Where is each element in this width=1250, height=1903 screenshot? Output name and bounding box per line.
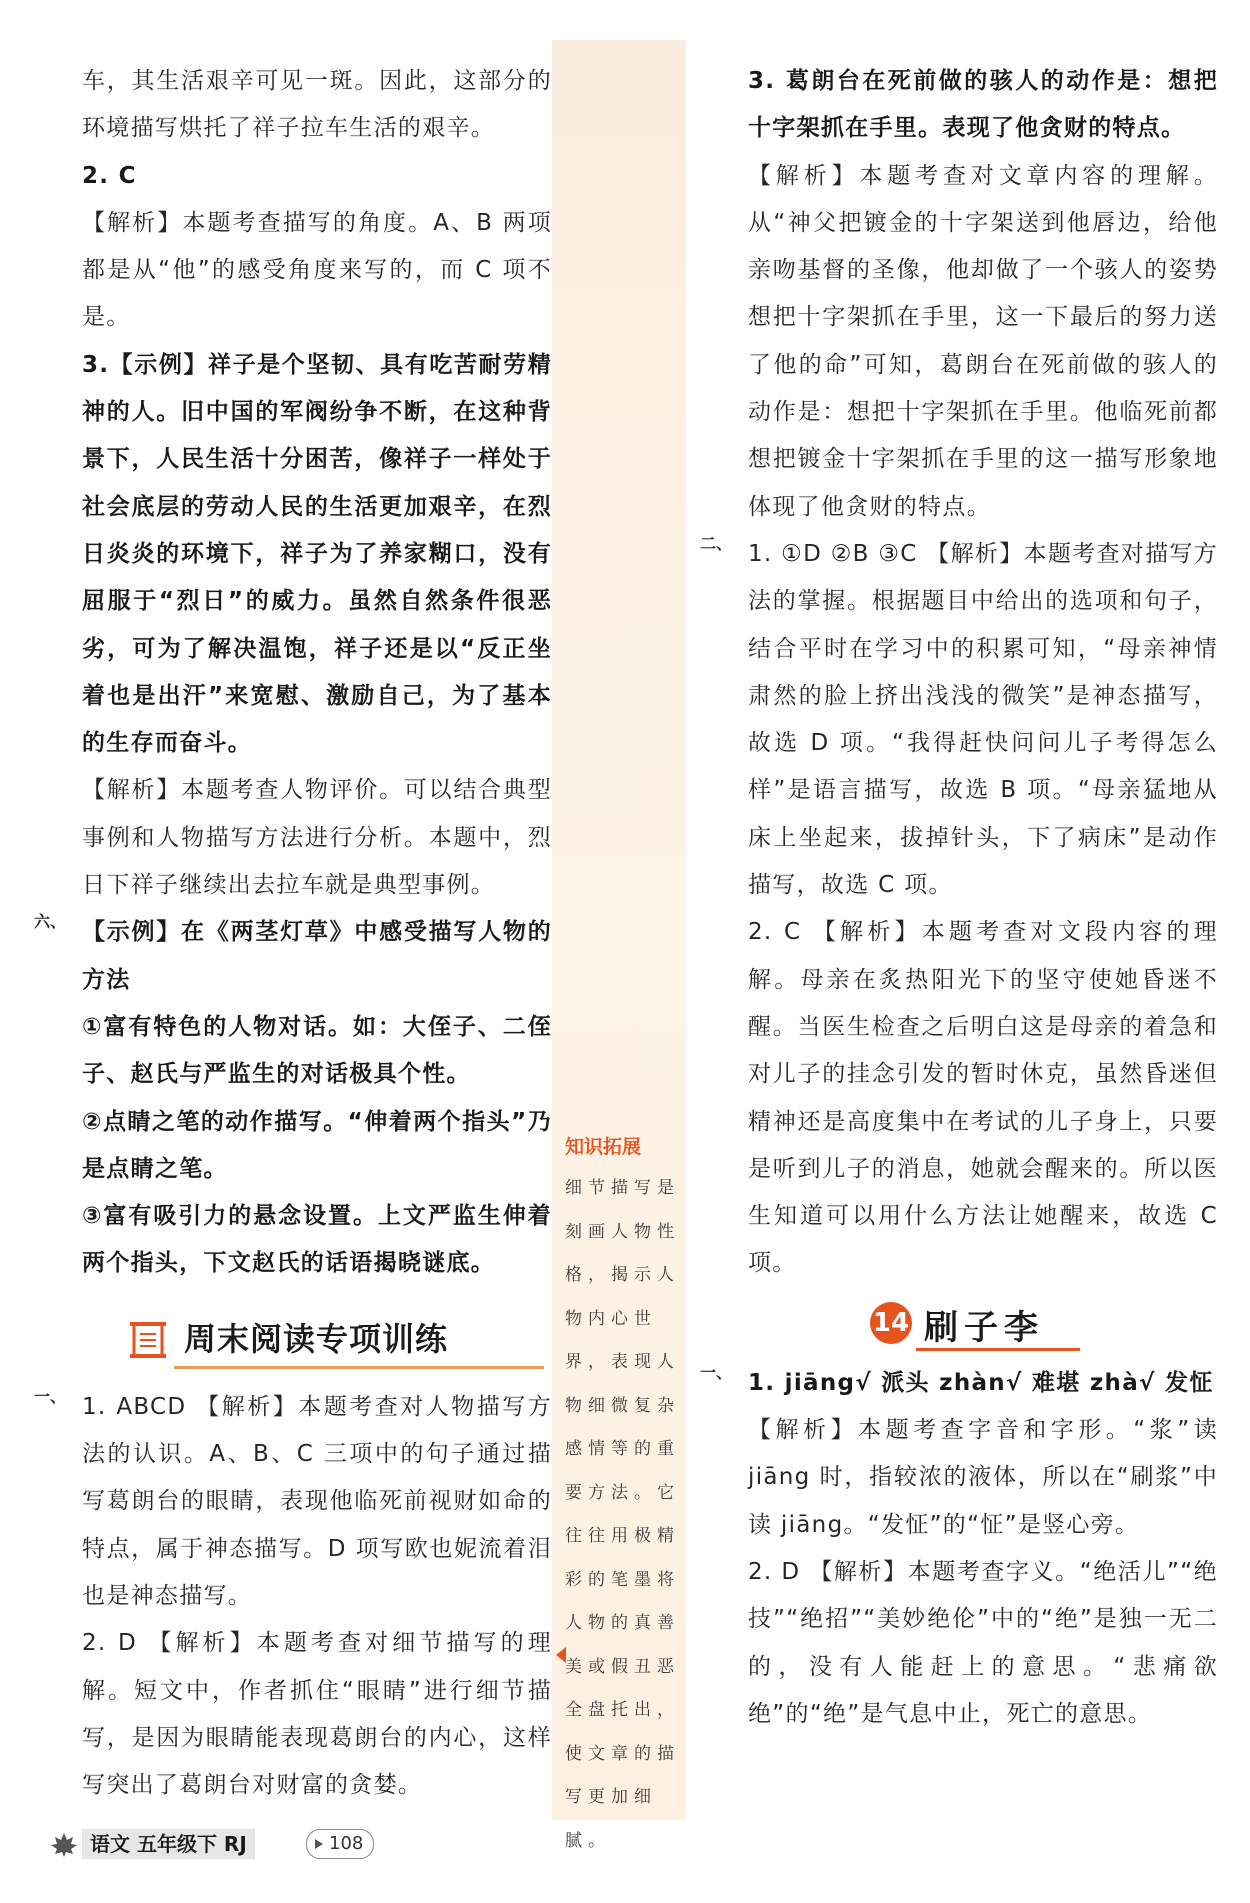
lesson-title: 刷子李: [924, 1307, 1044, 1348]
paragraph: 车，其生活艰辛可见一斑。因此，这部分的环境描写烘托了祥子拉车生活的艰辛。: [82, 68, 552, 142]
book-label: 语文 五年级下 RJ: [82, 1829, 255, 1859]
question-1: [34, 1384, 552, 1620]
answer-6-point-2: ②点睛之笔的动作描写。“伸着两个指头”乃是点睛之笔。: [82, 1108, 552, 1182]
answer-6-point-3: ③富有吸引力的悬念设置。上文严监生伸着两个指头，下文赵氏的话语揭晓谜底。: [82, 1203, 552, 1277]
answer-3: 3.【示例】祥子是个坚韧、具有吃苦耐劳精神的人。旧中国的军阀纷争不断，在这种背景下，人民生活十分困苦，像祥子一样处于社会底层的劳动人民的生活更加艰辛，在烈日炎炎的环境下，祥子为了养家糊口，没有屈服于“烈日”的威力。虽然自然条件很恶劣，可为了解决温饱，祥子还是以“反正坐着也是出汗”来宽慰、激励自己，为了基本的生存而奋斗。: [82, 351, 552, 757]
section-heading: [82, 1308, 552, 1378]
right-column: [700, 58, 1218, 1738]
section-underline: [174, 1366, 544, 1369]
maple-leaf-icon: [50, 1832, 78, 1858]
answer-2: 2. D 【解析】本题考查对细节描写的理解。短文中，作者抓住“眼睛”进行细节描写，是因为眼睛能表现葛朗台的内心，这样写突出了葛朗台对财富的贪婪。: [82, 1630, 552, 1799]
tip-pointer-icon: [556, 1647, 566, 1663]
answer-1: 1. jiāng√ 派头 zhàn√ 难堪 zhà√ 发怔: [748, 1369, 1214, 1396]
knowledge-tip: [565, 1132, 693, 1863]
question-2: [700, 531, 1218, 909]
page-number: [306, 1829, 374, 1859]
question-6: [34, 909, 552, 1004]
answer-2: 2. C: [82, 162, 137, 189]
lesson-underline: [916, 1348, 1080, 1351]
question-number: 一、: [34, 1386, 67, 1406]
tip-body: 细节描写是刻画人物性格，揭示人物内心世界，表现人物细微复杂感情等的重要方法。它往往用极精彩的笔墨将人物的真善美或假丑恶全盘托出，使文章的描写更加细腻。: [565, 1178, 680, 1851]
answer-6-point-1: ①富有特色的人物对话。如：大侄子、二侄子、赵氏与严监生的对话极具个性。: [82, 1013, 552, 1088]
answer-3: 3. 葛朗台在死前做的骇人的动作是：想把十字架抓在手里。表现了他贪财的特点。: [748, 68, 1218, 142]
answer-2-1: 1. ①D ②B ③C 【解析】本题考查对描写方法的掌握。根据题目中给出的选项和句子，结合平时在学习中的积累可知，“母亲神情肃然的脸上挤出浅浅的微笑”是神态描写，故选 D 项。“我得赶快问问儿子考得怎么样”是语言描写，故选 B 项。“母亲猛地从床上坐起来，拔掉针头，下了病床”是动作描写，故选 C 项。: [748, 540, 1218, 899]
page-number-text: 108: [329, 1833, 364, 1854]
answer-1: 1. ABCD 【解析】本题考查对人物描写方法的认识。A、B、C 三项中的句子通过描写葛朗台的眼睛，表现他临死前视财如命的特点，属于神态描写。D 项写欧也妮流着泪也是神态描写。: [82, 1393, 552, 1609]
scroll-icon: [128, 1320, 168, 1360]
analysis: 【解析】本题考查字音和字形。“浆”读 jiāng 时，指较浓的液体，所以在“刷浆”中读 jiāng。“发怔”的“怔”是竖心旁。: [748, 1417, 1218, 1538]
analysis: 【解析】本题考查描写的角度。A、B 两项都是从“他”的感受角度来写的，而 C 项不是。: [82, 209, 552, 331]
lesson-heading: [748, 1294, 1218, 1356]
answer-2: 2. D 【解析】本题考查字义。“绝活儿”“绝技”“绝招”“美妙绝伦”中的“绝”是独一无二的，没有人能赶上的意思。“悲痛欲绝”的“绝”是气息中止，死亡的意思。: [748, 1558, 1218, 1727]
answer-6: 【示例】在《两茎灯草》中感受描写人物的方法: [82, 919, 552, 993]
lesson-number-badge: 14: [870, 1302, 912, 1344]
question-1: [700, 1360, 1218, 1407]
section-title: 周末阅读专项训练: [184, 1319, 449, 1358]
question-number: 一、: [700, 1362, 733, 1382]
answer-2-2: 2. C 【解析】本题考查对文段内容的理解。母亲在炙热阳光下的坚守使她昏迷不醒。当医生检查之后明白这是母亲的着急和对儿子的挂念引发的暂时休克，虽然昏迷但精神还是高度集中在考试的儿子身上，只要是听到儿子的消息，她就会醒来的。所以医生知道可以用什么方法让她醒来，故选 C 项。: [748, 919, 1218, 1277]
tip-title: 知识拓展: [565, 1136, 642, 1158]
play-icon: [315, 1839, 323, 1849]
question-number: 二、: [700, 533, 733, 553]
question-number: 六、: [34, 912, 67, 932]
analysis: 【解析】本题考查人物评价。可以结合典型事例和人物描写方法进行分析。本题中，烈日下祥子继续出去拉车就是典型事例。: [82, 777, 552, 899]
left-column: [34, 58, 552, 1809]
analysis: 【解析】本题考查对文章内容的理解。从“神父把镀金的十字架送到他唇边，给他亲吻基督的圣像，他却做了一个骇人的姿势想把十字架抓在手里，这一下最后的努力送了他的命”可知，葛朗台在死前做的骇人的动作是：想把十字架抓在手里。他临死前都想把镀金十字架抓在手里的这一描写形象地体现了他贪财的特点。: [748, 162, 1218, 520]
